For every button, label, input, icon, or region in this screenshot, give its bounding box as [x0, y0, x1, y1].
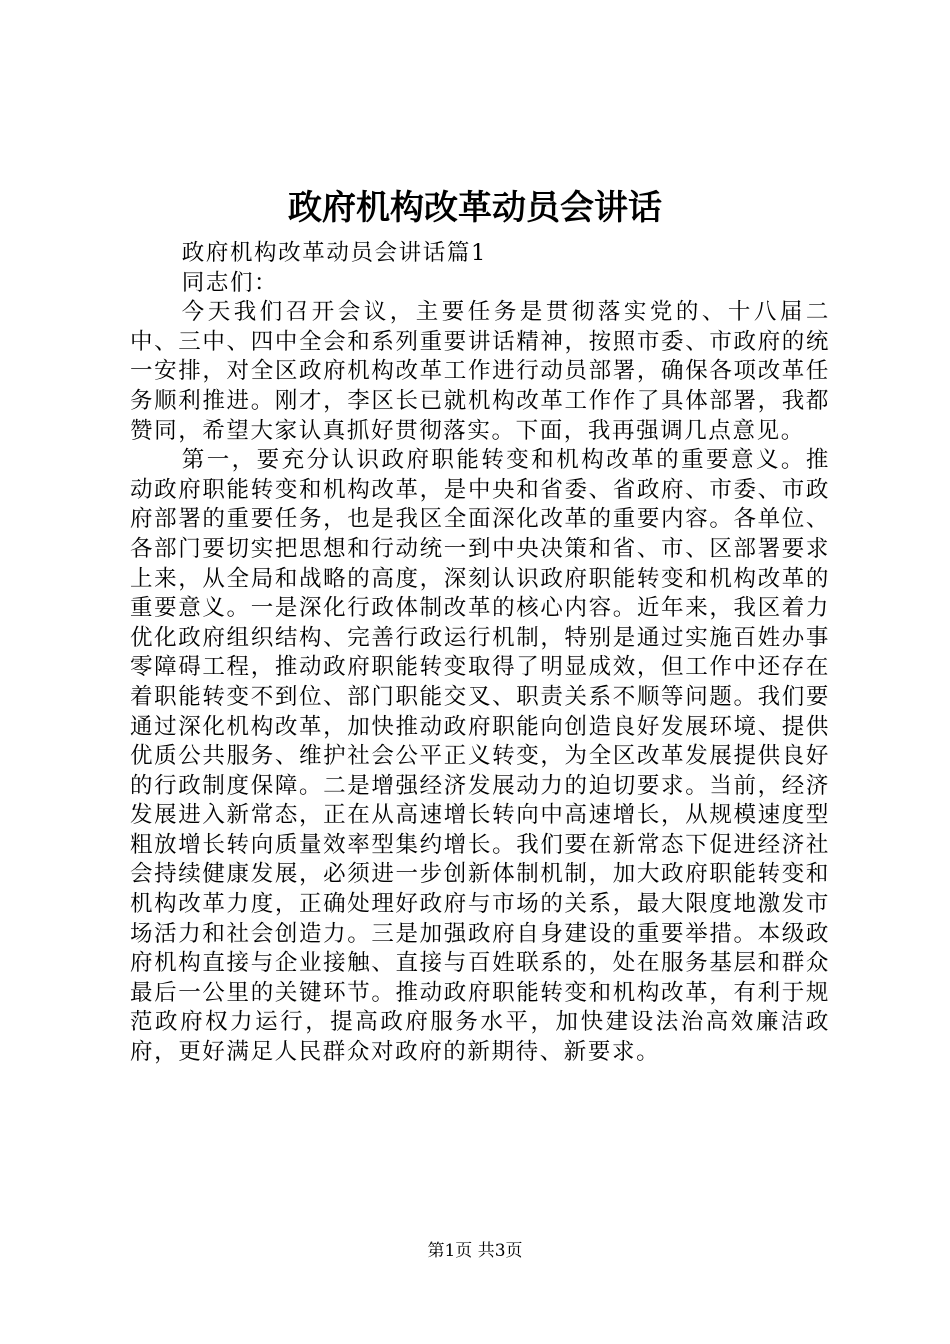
document-title: 政府机构改革动员会讲话 — [288, 188, 662, 228]
paragraph-first-point: 第一，要充分认识政府职能转变和机构改革的重要意义。推动政府职能转变和机构改革，是中央和省委、省政府、市委、市政府部署的重要任务，也是我区全面深化改革的重要内容。各单位、各部门要切实把思想和行动统一到中央决策和省、市、区部署要求上来，从全局和战略的高度，深刻认识政府职能转变和机构改革的重要意义。一是深化行政体制改革的核心内容。近年来，我区着力优化政府组织结构、完善行政运行机制，特别是通过实施百姓办事零障碍工程，推动政府职能转变取得了明显成效，但工作中还存在着职能转变不到位、部门职能交叉、职责关系不顺等问题。我们要通过深化机构改革，加快推动政府职能向创造良好发展环境、提供优质公共服务、维护社会公平正义转变，为全区改革发展提供良好的行政制度保障。二是增强经济发展动力的迫切要求。当前，经济发展进入新常态，正在从高速增长转向中高速增长，从规模速度型粗放增长转向质量效率型集约增长。我们要在新常态下促进经济社会持续健康发展，必须进一步创新体制机制，加大政府职能转变和机构改革力度，正确处理好政府与市场的关系，最大限度地激发市场活力和社会创造力。三是加强政府自身建设的重要举措。本级政府机构直接与企业接触、直接与百姓联系的，处在服务基层和群众最后一公里的关键环节。推动政府职能转变和机构改革，有利于规范政府权力运行，提高政府服务水平，加快建设法治高效廉洁政府，更好满足人民群众对政府的新期待、新要求。 — [130, 447, 830, 1066]
page-footer: 第1页 共3页 — [427, 1241, 523, 1261]
paragraph-intro: 今天我们召开会议，主要任务是贯彻落实党的、十八届二中、三中、四中全会和系列重要讲话精神，按照市委、市政府的统一安排，对全区政府机构改革工作进行动员部署，确保各项改革任务顺利推进。刚才，李区长已就机构改革工作作了具体部署，我都赞同，希望大家认真抓好贯彻落实。下面，我再强调几点意见。 — [130, 299, 830, 444]
salutation: 同志们： — [181, 269, 279, 296]
document-body — [130, 239, 830, 1068]
section-heading: 政府机构改革动员会讲话篇1 — [181, 240, 487, 266]
